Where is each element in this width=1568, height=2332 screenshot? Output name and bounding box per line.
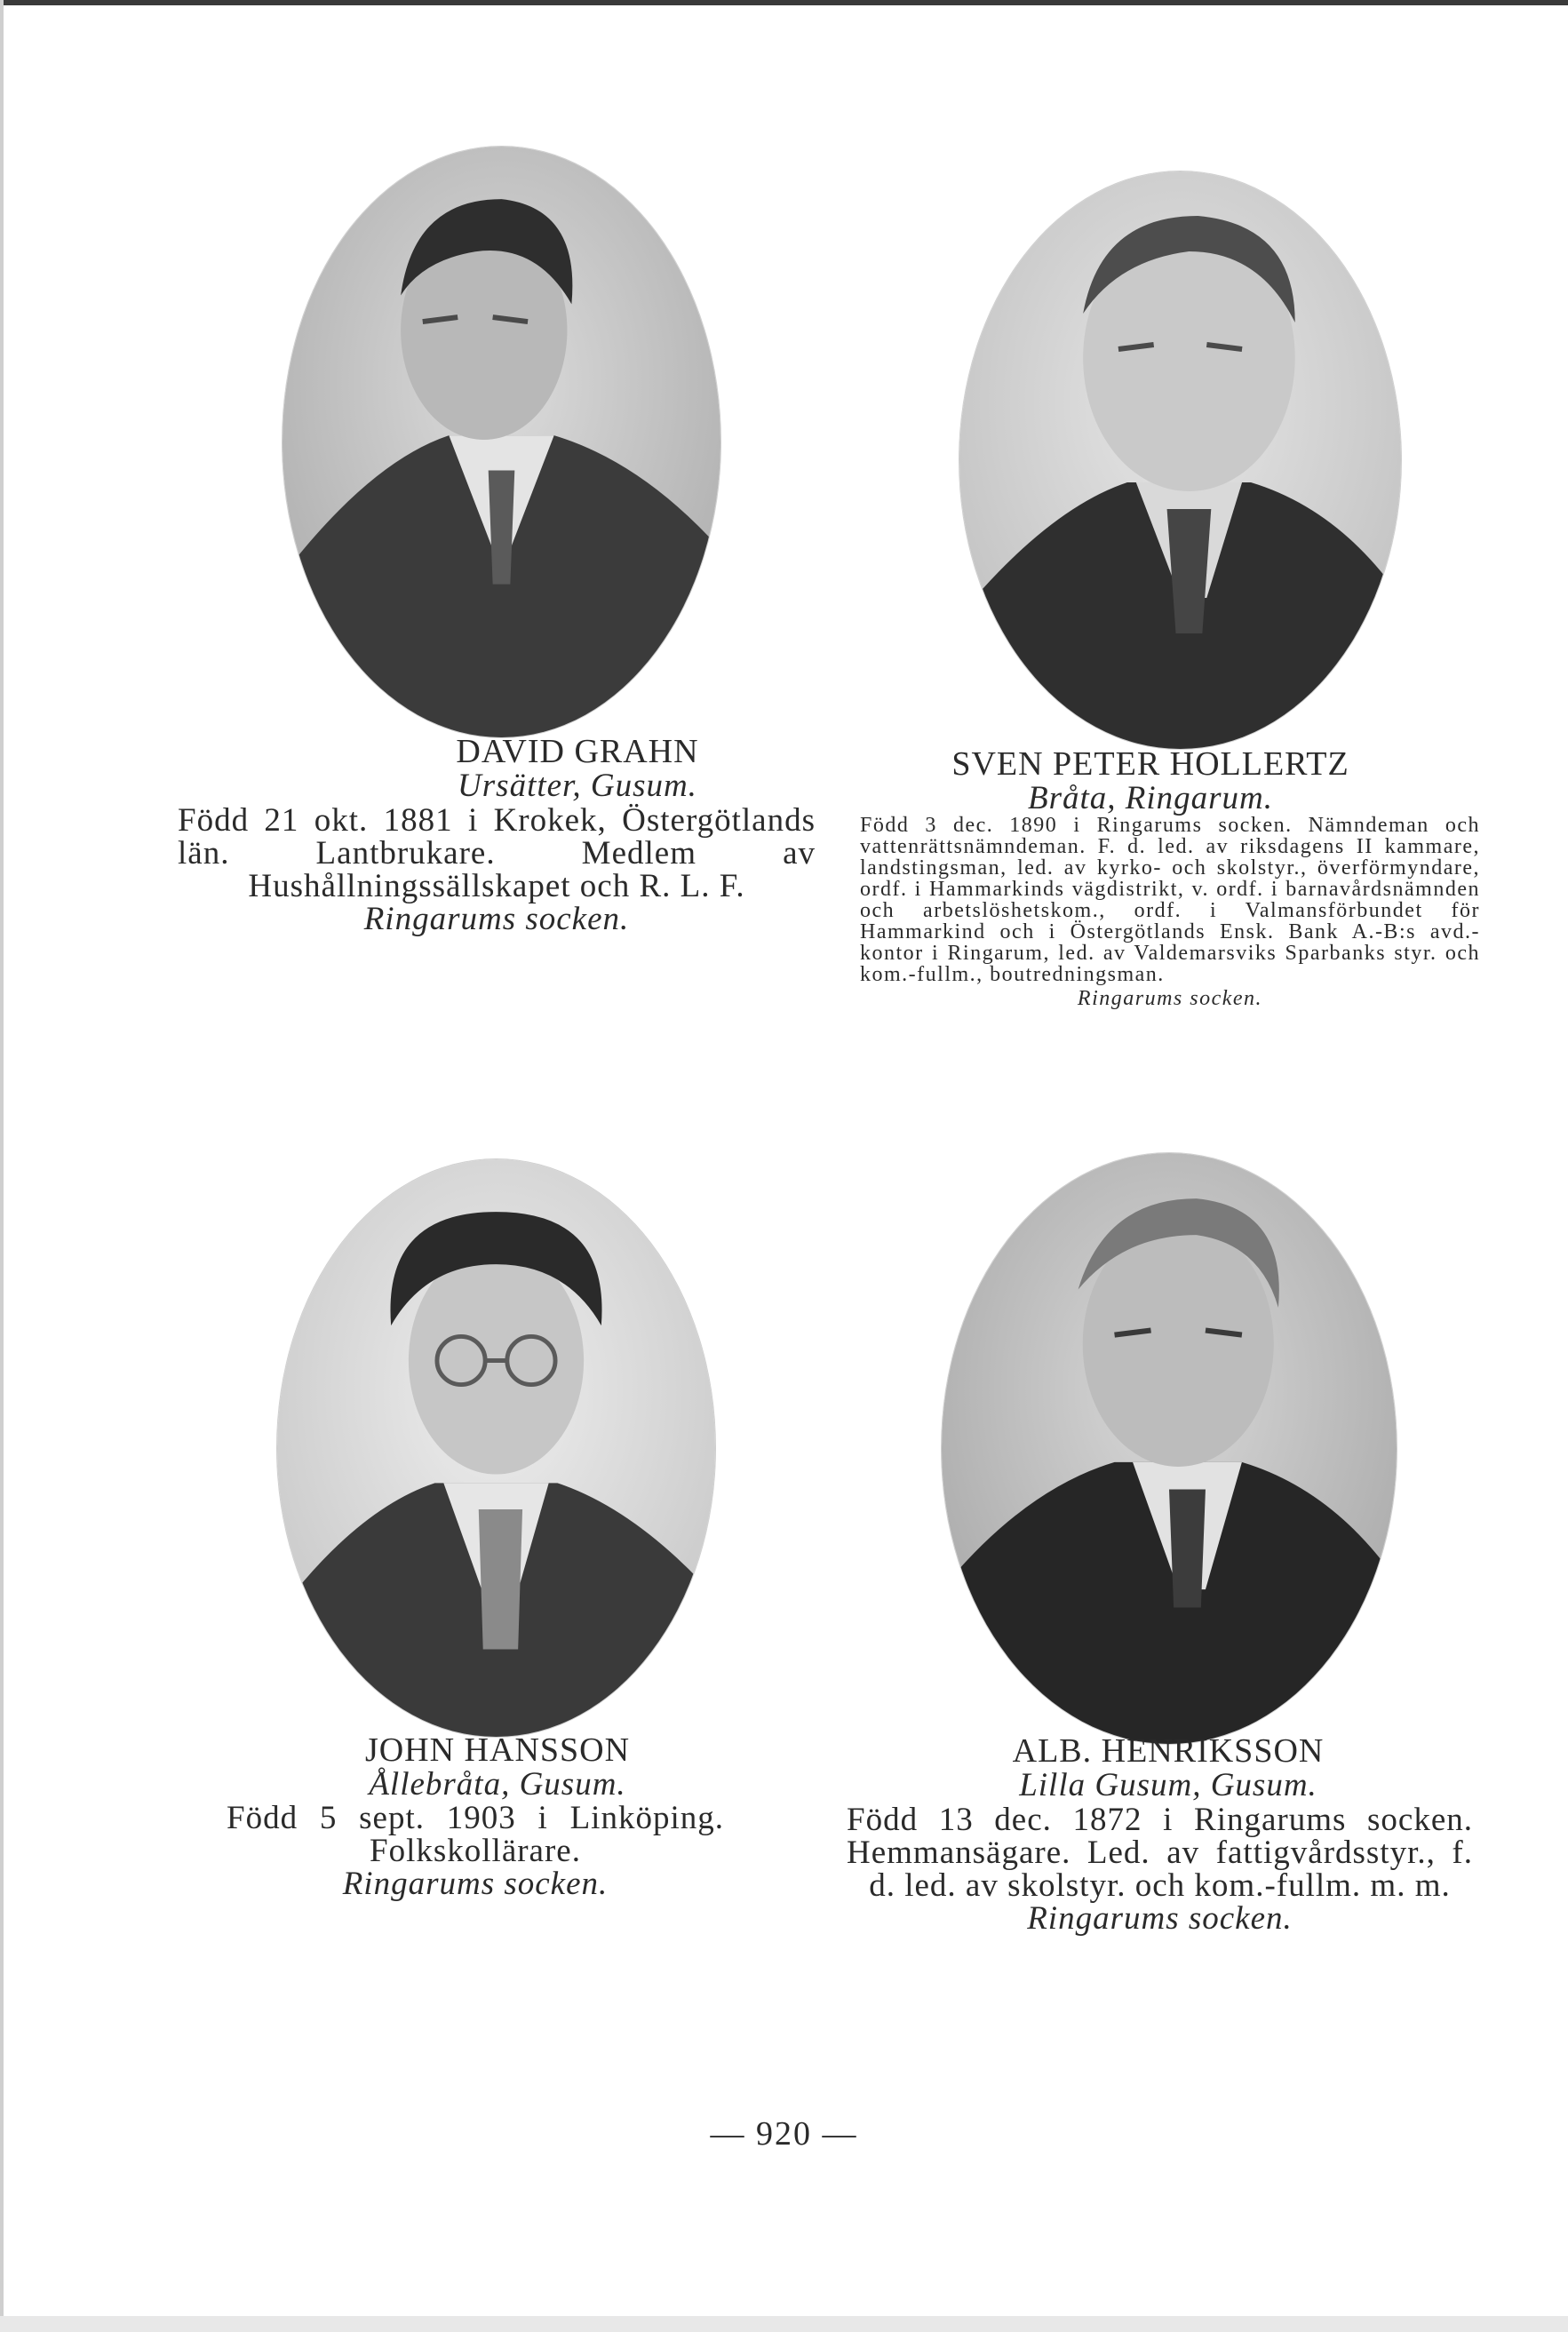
bio-text: Född 21 okt. 1881 i Krokek, Östergötlands län. Lantbrukare. Medlem av Hushållningssällskapet och R. L. F. (178, 802, 816, 904)
portrait-photo (942, 1153, 1397, 1744)
residence: Bråta, Ringarum. (1027, 780, 1274, 816)
biography (178, 804, 816, 936)
caption (893, 746, 1408, 816)
caption (933, 1733, 1404, 1803)
page-edge-top (0, 0, 1568, 5)
bio-text: Född 3 dec. 1890 i Ringarums socken. Nämndeman och vattenrättsnämndeman. F. d. led. av riksdagens II kammare, landstingsman, led. av kyrko- och skolstyr., överförmyndare, ordf. i Hammarkinds vägdistrikt, v. ordf. i barnavårdsnämnden och arbetslöshetskom., ordf. i Valmansförbundet för Hammarkind och i Östergötlands Ensk. Bank A.-B:s avd.-kontor i Ringarum, led. av Valdemarsviks Sparbanks styr. och kom.-fullm., boutredningsman. (860, 814, 1480, 986)
parish: Ringarums socken. (342, 1866, 609, 1902)
bio-text: Född 13 dec. 1872 i Ringarums socken. Hemmansägare. Led. av fattigvårdsstyr., f. d. led. av skolstyr. och kom.-fullm. m. m. (847, 1802, 1473, 1904)
biography (860, 815, 1480, 1012)
page-number: — 920 — (710, 2115, 858, 2153)
person-name: JOHN HANSSON (364, 1731, 631, 1769)
biography (847, 1803, 1473, 1936)
portrait-photo (959, 171, 1401, 749)
person-name: ALB. HENRIKSSON (1012, 1732, 1325, 1770)
portrait-photo (277, 1159, 715, 1737)
residence: Ursätter, Gusum. (458, 768, 697, 804)
portrait-photo (283, 147, 720, 737)
residence: Lilla Gusum, Gusum. (1019, 1767, 1317, 1803)
residence: Ållebråta, Gusum. (369, 1766, 626, 1803)
caption (267, 1732, 728, 1802)
caption (360, 734, 795, 803)
biography (227, 1802, 724, 1901)
person-name: SVEN PETER HOLLERTZ (951, 745, 1349, 783)
page-edge-bottom (0, 2316, 1568, 2332)
parish: Ringarums socken. (1077, 987, 1263, 1010)
parish: Ringarums socken. (1027, 1900, 1293, 1937)
parish: Ringarums socken. (363, 901, 630, 937)
page-edge-left (0, 0, 4, 2332)
bio-text: Född 5 sept. 1903 i Linköping. Folkskollärare. (227, 1800, 724, 1869)
person-name: DAVID GRAHN (456, 733, 699, 770)
